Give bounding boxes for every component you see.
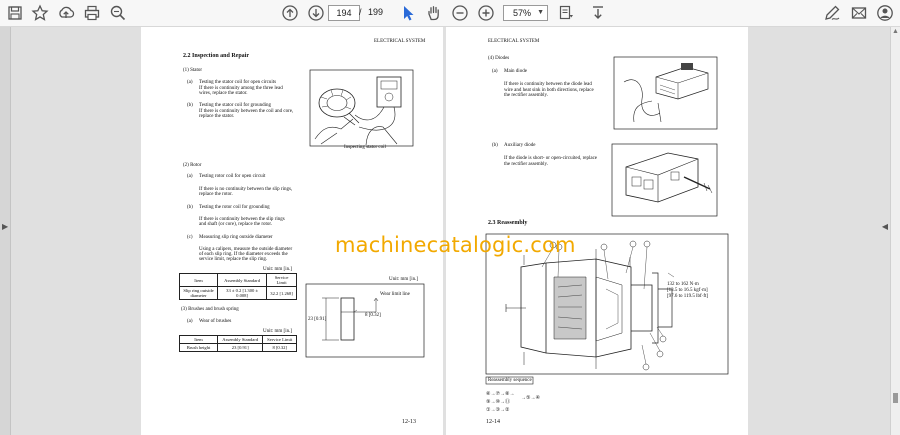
slip-ring-measure-text: of each slip ring. If the diameter exceeds the	[199, 252, 288, 257]
item-label: (b)	[187, 205, 193, 210]
rotor-ground-test-title: Testing the rotor coil for grounding	[199, 205, 270, 210]
brush-spec-table	[179, 335, 297, 352]
main-diode-text: wire and heat sink in both directions, replace	[504, 88, 594, 93]
print-icon[interactable]	[83, 4, 101, 22]
brush-wear-title: Wear of brushes	[199, 319, 232, 324]
scroll-up-arrow-icon[interactable]: ▲	[892, 28, 899, 35]
email-icon[interactable]	[850, 4, 868, 22]
page-number: 12-13	[402, 419, 416, 425]
reassembly-sequence-label: Reassembly sequence	[488, 378, 532, 383]
sequence-step: →⑤→④	[521, 396, 540, 401]
page-line-drawings	[446, 27, 748, 435]
auxiliary-diode-illustration	[612, 144, 717, 216]
chevron-down-icon: ▼	[537, 9, 544, 16]
pdf-page-12-14	[446, 27, 748, 435]
pdf-toolbar	[0, 0, 900, 27]
zoom-level-select[interactable]	[503, 5, 548, 21]
table-header-row	[180, 274, 297, 287]
fit-page-icon[interactable]	[557, 4, 575, 22]
rotor-heading: (2) Rotor	[183, 163, 202, 168]
reassembly-heading: 2.3 Reassembly	[488, 220, 528, 226]
table-header-cell: Service Limit	[263, 336, 297, 344]
rotor-open-test-title: Testing rotor coil for open circuit	[199, 174, 266, 179]
table-header-cell: Assembly Standard	[218, 274, 267, 287]
watermark-text: machinecatalogic.com	[335, 233, 576, 257]
figure-unit-label: Unit: mm [in.]	[389, 277, 419, 282]
stator-ground-test-text: replace the stator.	[199, 114, 235, 119]
scroll-mode-icon[interactable]	[589, 4, 607, 22]
rotor-open-test-text: replace the rotor.	[199, 192, 233, 197]
sequence-step: ⑨→⑩→⑪	[486, 400, 510, 405]
rotor-ground-test-text: If there is continuity between the slip rings	[199, 217, 285, 222]
table-cell: Brush height	[180, 344, 218, 352]
stator-open-test-text: wires, replace the stator.	[199, 91, 248, 96]
dimension-label: 23 [0.91]	[308, 317, 327, 322]
auxiliary-diode-text: the rectifier assembly.	[504, 162, 548, 167]
table-header-cell: Item	[180, 274, 218, 287]
page-header: ELECTRICAL SYSTEM	[488, 39, 540, 44]
slip-ring-measure-text: Using a calipers, measure the outside diameter	[199, 247, 293, 252]
account-icon[interactable]	[876, 4, 894, 22]
zoom-out-icon[interactable]	[451, 4, 469, 22]
save-icon[interactable]	[6, 4, 24, 22]
table-row	[180, 344, 297, 352]
table-cell: 33 ± 0.2 [1.300 ± 0.008]	[218, 287, 267, 300]
rotor-open-test-text: If there is no continuity between the slip rings,	[199, 187, 293, 192]
main-diode-illustration	[614, 57, 717, 129]
main-diode-title: Main diode	[504, 69, 527, 74]
item-label: (a)	[187, 319, 193, 324]
sign-icon[interactable]	[823, 4, 841, 22]
zoom-in-icon[interactable]	[477, 4, 495, 22]
item-label: (c)	[187, 235, 193, 240]
auxiliary-diode-title: Auxiliary diode	[504, 143, 536, 148]
zoom-level-value: 57%	[513, 8, 532, 18]
dimension-label: 8 [0.32]	[365, 313, 381, 318]
page-header: ELECTRICAL SYSTEM	[374, 39, 426, 44]
select-cursor-icon[interactable]	[399, 4, 417, 22]
page-down-icon[interactable]	[307, 4, 325, 22]
scrollbar-thumb[interactable]	[893, 393, 898, 403]
main-diode-text: If there is continuity between the diode lead	[504, 82, 592, 87]
table-unit-label: Unit: mm [in.]	[263, 329, 293, 334]
table-row	[180, 287, 297, 300]
stator-open-test-text: If there is continuity among the three lead	[199, 86, 283, 91]
pdf-page-12-13	[141, 27, 443, 435]
table-header-cell: Service Limit	[267, 274, 297, 287]
stator-coil-illustration	[310, 70, 413, 146]
stator-heading: (1) Stator	[183, 68, 203, 73]
page-total: 199	[368, 7, 384, 17]
item-label: (b)	[492, 143, 498, 148]
section-title: 2.2 Inspection and Repair	[183, 53, 250, 59]
diodes-heading: (4) Diodes	[488, 56, 510, 61]
expand-right-panel-icon[interactable]: ◀	[881, 222, 888, 231]
stator-ground-test-title: Testing the stator coil for grounding	[199, 103, 271, 108]
document-viewer[interactable]	[0, 27, 900, 435]
sequence-step: ①→③→②	[486, 408, 510, 413]
torque-spec: [13.5 to 16.5 kgf·m]	[667, 288, 708, 293]
rotor-ground-test-text: and shaft (or core), replace the rotor.	[199, 222, 273, 227]
item-label: (a)	[492, 69, 498, 74]
table-cell: 8 [0.32]	[263, 344, 297, 352]
table-cell: Slip ring outside diameter	[180, 287, 218, 300]
page-up-icon[interactable]	[281, 4, 299, 22]
main-diode-text: the rectifier assembly.	[504, 93, 548, 98]
bookmark-icon[interactable]	[31, 4, 49, 22]
slip-ring-spec-table	[179, 273, 297, 300]
table-cell: 32.2 [1.268]	[267, 287, 297, 300]
page-number-input[interactable]: 194	[328, 5, 360, 21]
side-panel-toggle[interactable]	[0, 27, 11, 435]
brushes-heading: (3) Brushes and brush spring	[181, 307, 239, 312]
vertical-scrollbar[interactable]	[890, 27, 900, 435]
stator-figure-caption: Inspecting stator coil	[344, 145, 386, 150]
table-cell: 23 [0.91]	[218, 344, 263, 352]
page-separator: /	[359, 7, 362, 17]
item-label: (a)	[187, 80, 193, 85]
wear-limit-label: Wear limit line	[380, 292, 410, 297]
page-number: 12-14	[486, 419, 500, 425]
upload-icon[interactable]	[57, 4, 75, 22]
zoom-search-icon[interactable]	[109, 4, 127, 22]
torque-spec: [97.6 to 119.5 lbf·ft]	[667, 294, 709, 299]
stator-ground-test-text: If there is continuity between the coil and core,	[199, 109, 294, 114]
table-header-row	[180, 336, 297, 344]
table-header-cell: Item	[180, 336, 218, 344]
hand-tool-icon[interactable]	[425, 4, 443, 22]
table-unit-label: Unit: mm [in.]	[263, 267, 293, 272]
slip-ring-measure-title: Measuring slip ring outside diameter	[199, 235, 273, 240]
page-line-drawings	[141, 27, 443, 435]
stator-open-test-title: Testing the stator coil for open circuits	[199, 80, 277, 85]
sequence-step: ⑥→⑦→⑧→	[486, 392, 515, 397]
table-header-cell: Assembly Standard	[218, 336, 263, 344]
item-label: (a)	[187, 174, 193, 179]
expand-left-panel-icon[interactable]: ▶	[2, 222, 9, 231]
item-label: (b)	[187, 103, 193, 108]
slip-ring-measure-text: service limit, replace the slip ring.	[199, 257, 268, 262]
torque-spec: 132 to 162 N·m	[667, 282, 699, 287]
auxiliary-diode-text: If the diode is short- or open-circuited, replace	[504, 156, 598, 161]
